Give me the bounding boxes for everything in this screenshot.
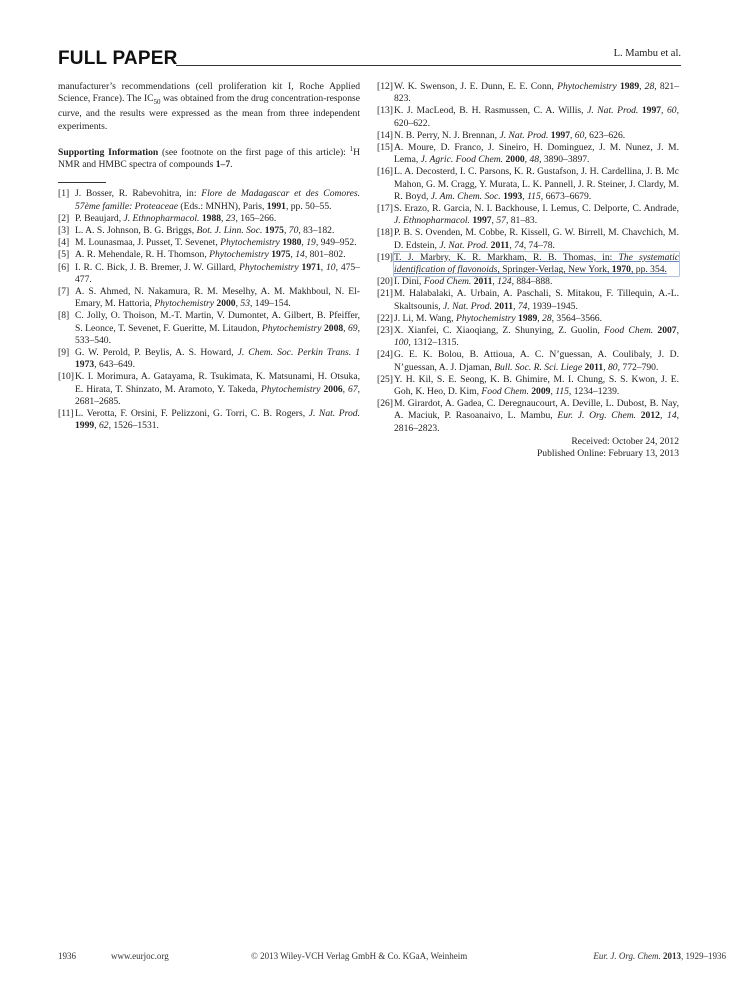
reference-item: [10] K. I. Morimura, A. Gatayama, R. Tsukimata, K. Matsunami, H. Otsuka, E. Hirata, T. Shinzato, M. Aramoto, Y. Takeda, Phytochemistry 2006, 67, 2681–2685. bbox=[58, 371, 361, 407]
reference-item: [6] I. R. C. Bick, J. B. Bremer, J. W. Gillard, Phytochemistry 1971, 10, 475–477. bbox=[58, 261, 361, 285]
reference-item: [22] J. Li, M. Wang, Phytochemistry 1989, 28, 3564–3566. bbox=[377, 312, 602, 324]
page-header bbox=[58, 48, 681, 70]
reference-item: [1] J. Bosser, R. Rabevohitra, in: Flore de Madagascar et des Comores. 57ème famille: Proteaceae (Eds.: MNHN), Paris, 1991, pp. 50–55. bbox=[58, 188, 360, 212]
reference-item: [3] L. A. S. Johnson, B. G. Briggs, Bot. J. Linn. Soc. 1975, 70, 83–182. bbox=[58, 224, 335, 236]
reference-item: [2] P. Beaujard, J. Ethnopharmacol. 1988, 23, 165–266. bbox=[58, 212, 277, 224]
received-date: Received: October 24, 2012 bbox=[571, 435, 679, 447]
reference-item: [21] M. Halabalaki, A. Urbain, A. Paschali, S. Mitakou, F. Tillequin, A.-L. Skaltsounis, J. Nat. Prod. 2011, 74, 1939–1945. bbox=[377, 288, 679, 312]
method-paragraph: manufacturer’s recommendations (cell proliferation kit I, Roche Applied Science, France). The $IC_{50}$ was obtained from the drug concentration-response curve, and the results were expressed as the mean from three independent experiments. bbox=[58, 81, 360, 132]
reference-item: [16] L. A. Decosterd, I. C. Parsons, K. R. Gustafson, J. H. Cardellina, J. B. Mc Mahon, G. M. Cragg, Y. Murata, L. K. Pannell, J. R. Steiner, J. Clardy, M. R. Boyd, J. Am. Chem. Soc. 1993, 115, 6673–6679. bbox=[377, 166, 679, 202]
reference-item: [7] A. S. Ahmed, N. Nakamura, R. M. Meselhy, A. M. Makhboul, N. El-Emary, M. Hattoria, Phytochemistry 2000, 53, 149–154. bbox=[58, 285, 360, 310]
supporting-info-paragraph: Supporting Information (see footnote on the first page of this article): $^1$H NMR and HMBC spectra of compounds 1–7. bbox=[58, 144, 360, 171]
reference-item: [15] A. Moure, D. Franco, J. Sineiro, H. Dominguez, J. M. Nunez, J. M. Lema, J. Agric. Food Chem. 2000, 48, 3890–3897. bbox=[377, 142, 679, 166]
reference-item: [25] Y. H. Kil, S. E. Seong, K. B. Ghimire, M. I. Chung, S. S. Kwon, J. E. Goh, K. Heo, D. Kim, Food Chem. 2009, 115, 1234–1239. bbox=[377, 373, 679, 398]
reference-item: [4] M. Lounasmaa, J. Pusset, T. Sevenet, Phytochemistry 1980, 19, 949–952. bbox=[58, 237, 357, 249]
reference-item: [13] K. J. MacLeod, B. H. Rasmussen, C. A. Willis, J. Nat. Prod. 1997, 60, 620–622. bbox=[377, 105, 679, 129]
references-rule bbox=[58, 182, 106, 183]
reference-item: [18] P. B. S. Ovenden, M. Cobbe, R. Kissell, G. W. Birrell, M. Chavchich, M. D. Edstein, J. Nat. Prod. 2011, 74, 74–78. bbox=[377, 227, 679, 251]
reference-link[interactable]: T. J. Marbry, K. R. Markham, R. B. Thomas, in: The systematic identification of flavonoids, Springer-Verlag, New York, 1970, pp. 354. bbox=[394, 251, 679, 276]
reference-item: [26] M. Girardot, A. Gadea, C. Deregnaucourt, A. Deville, L. Dubost, B. Nay, A. Maciuk, P. Rasoanaivo, L. Mambu, Eur. J. Org. Chem. 2012, 14, 2816–2823. bbox=[377, 398, 680, 434]
published-date: Published Online: February 13, 2013 bbox=[536, 448, 679, 460]
left-column bbox=[58, 81, 360, 432]
header-rule bbox=[176, 65, 681, 66]
reference-item: [11] L. Verotta, F. Orsini, F. Pelizzoni, G. Torri, C. B. Rogers, J. Nat. Prod. 1999, 62, 1526–1531. bbox=[58, 407, 360, 432]
reference-item: [9] G. W. Perold, P. Beylis, A. S. Howard, J. Chem. Soc. Perkin Trans. 1 1973, 643–649. bbox=[58, 346, 360, 371]
reference-item: [8] C. Jolly, O. Thoison, M.-T. Martin, V. Dumontet, A. Gilbert, B. Pfeiffer, S. Leonce, T. Sevenet, F. Gueritte, M. Litaudon, Phytochemistry 2008, 69, 533–540. bbox=[58, 310, 360, 346]
reference-item: [19] T. J. Marbry, K. R. Markham, R. B. Thomas, in: The systematic identification of flavonoids, Springer-Verlag, New York, 1970, pp. 354. bbox=[377, 251, 679, 276]
page-number: 1936 bbox=[58, 951, 76, 961]
reference-item: [20] I. Dini, Food Chem. 2011, 124, 884–888. bbox=[377, 276, 553, 288]
journal-citation: Eur. J. Org. Chem. 2013 , 1929–1936 bbox=[593, 951, 726, 961]
reference-item: [12] W. K. Swenson, J. E. Dunn, E. E. Conn, Phytochemistry 1989, 28, 821–823. bbox=[377, 81, 679, 105]
reference-item: [14] N. B. Perry, N. J. Brennan, J. Nat. Prod. 1997, 60, 623–626. bbox=[377, 129, 626, 141]
section-title: FULL PAPER bbox=[58, 48, 178, 69]
reference-item: [24] G. E. K. Bolou, B. Attioua, A. C. N’guessan, A. Coulibaly, J. D. N’guessan, A. J. Djaman, Bull. Soc. R. Sci. Liege 2011, 80, 772–790. bbox=[377, 349, 679, 373]
running-author: L. Mambu et al. bbox=[613, 48, 681, 59]
reference-item: [5] A. R. Mehendale, R. H. Thomson, Phytochemistry 1975, 14, 801–802. bbox=[58, 249, 346, 261]
journal-url[interactable]: www.eurjoc.org bbox=[111, 951, 169, 961]
copyright: © 2013 Wiley-VCH Verlag GmbH & Co. KGaA, Weinheim bbox=[251, 951, 468, 961]
reference-item: [23] X. Xianfei, C. Xiaoqiang, Z. Shunying, Z. Guolin, Food Chem. 2007, 100, 1312–1315. bbox=[377, 325, 679, 349]
right-column bbox=[377, 81, 679, 460]
reference-item: [17] S. Erazo, R. Garcia, N. I. Backhouse, I. Lemus, C. Delporte, C. Andrade, J. Ethnopharmacol. 1997, 57, 81–83. bbox=[377, 203, 679, 227]
